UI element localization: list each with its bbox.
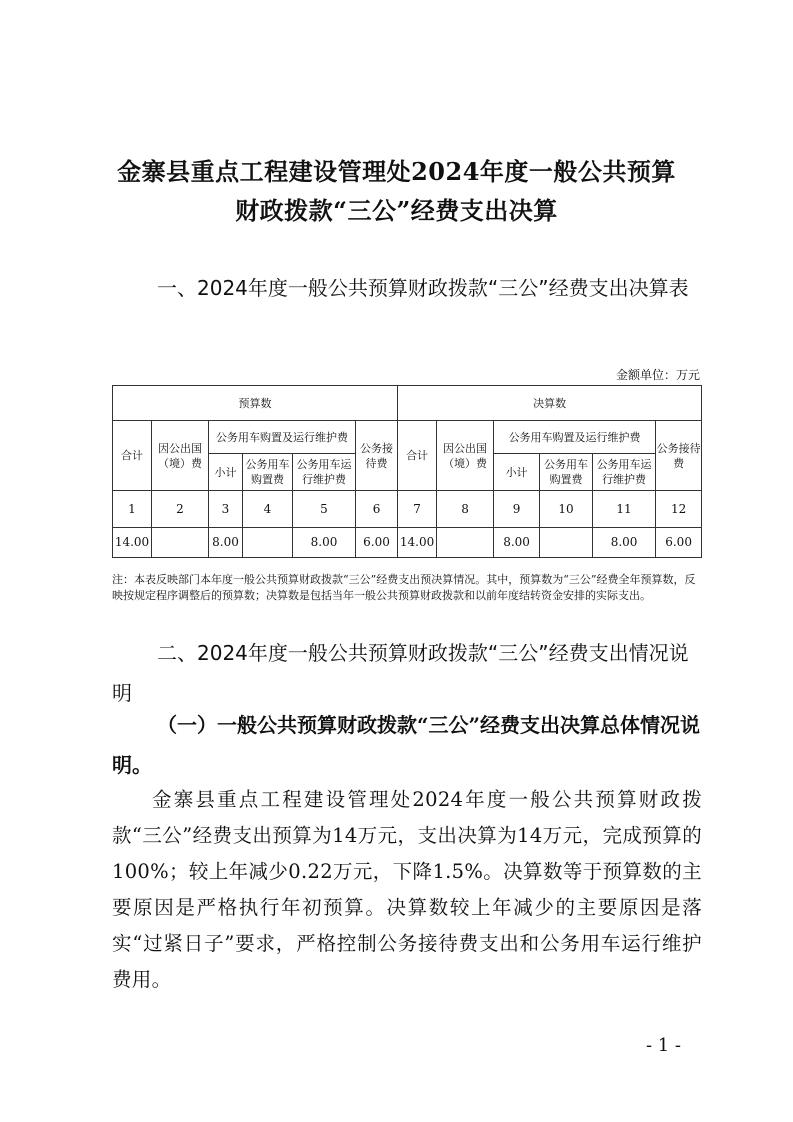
value-row <box>113 528 702 558</box>
final-vehicle-operation-value: 8.00 <box>593 528 656 558</box>
budget-abroad-header: 因公出国（境）费 <box>152 421 209 491</box>
final-reception-header: 公务接待费 <box>656 421 702 491</box>
body-paragraph: 金寨县重点工程建设管理处2024年度一般公共预算财政拨款“三公”经费支出预算为14万元，支出决算为14万元，完成预算的100%；较上年减少0.22万元，下降1.5%。决算数等于预算数的主要原因是严格执行年初预算。决算数较上年减少的主要原因是落实“过紧日子”要求，严格控制公务接待费支出和公务用车运行维护费用。 <box>112 788 702 991</box>
amount-unit-label: 金额单位：万元 <box>615 368 700 382</box>
budget-vehicle-group-header: 公务用车购置及运行维护费 <box>209 421 356 454</box>
column-number: 10 <box>540 491 593 528</box>
budget-vehicle-operation-value: 8.00 <box>293 528 356 558</box>
column-number: 12 <box>656 491 702 528</box>
document-title-line2: 财政拨款“三公”经费支出决算 <box>235 196 558 225</box>
budget-group-header: 预算数 <box>113 386 398 421</box>
budget-vehicle-subtotal-value: 8.00 <box>209 528 243 558</box>
budget-vehicle-purchase-value <box>243 528 293 558</box>
final-total-header: 合计 <box>398 421 437 491</box>
final-vehicle-group-header: 公务用车购置及运行维护费 <box>494 421 656 454</box>
budget-subtotal-header: 小计 <box>209 454 243 491</box>
column-number: 6 <box>356 491 398 528</box>
budget-reception-value: 6.00 <box>356 528 398 558</box>
final-subtotal-header: 小计 <box>494 454 540 491</box>
column-number: 9 <box>494 491 540 528</box>
final-reception-value: 6.00 <box>656 528 702 558</box>
column-number: 1 <box>113 491 152 528</box>
budget-reception-header: 公务接待费 <box>356 421 398 491</box>
budget-total-value: 14.00 <box>113 528 152 558</box>
column-number-row <box>113 491 702 528</box>
final-vehicle-purchase-header: 公务用车购置费 <box>540 454 593 491</box>
final-abroad-header: 因公出国（境）费 <box>437 421 494 491</box>
budget-vehicle-operation-header: 公务用车运行维护费 <box>293 454 356 491</box>
budget-vehicle-purchase-header: 公务用车购置费 <box>243 454 293 491</box>
section2-heading: 二、2024年度一般公共预算财政拨款“三公”经费支出情况说明 <box>112 641 689 705</box>
column-number: 4 <box>243 491 293 528</box>
column-number: 5 <box>293 491 356 528</box>
section1-heading: 一、2024年度一般公共预算财政拨款“三公”经费支出决算表 <box>157 276 689 300</box>
column-number: 8 <box>437 491 494 528</box>
table-note: 注：本表反映部门本年度一般公共预算财政拨款“三公”经费支出预决算情况。其中，预算数为“三公”经费全年预算数，反映按规定程序调整后的预算数；决算数是包括当年一般公共预算财政拨款和以前年度结转资金安排的实际支出。 <box>112 573 696 602</box>
column-number: 7 <box>398 491 437 528</box>
subsection1-heading: （一）一般公共预算财政拨款“三公”经费支出决算总体情况说明。 <box>112 713 701 777</box>
final-abroad-value <box>437 528 494 558</box>
final-vehicle-operation-header: 公务用车运行维护费 <box>593 454 656 491</box>
column-number: 3 <box>209 491 243 528</box>
document-title-line1: 金寨县重点工程建设管理处2024年度一般公共预算 <box>117 157 676 186</box>
budget-abroad-value <box>152 528 209 558</box>
final-group-header: 决算数 <box>398 386 702 421</box>
page-number: - 1 - <box>645 1035 681 1056</box>
column-number: 11 <box>593 491 656 528</box>
column-number: 2 <box>152 491 209 528</box>
three-public-expenses-table <box>112 385 702 558</box>
final-total-value: 14.00 <box>398 528 437 558</box>
budget-total-header: 合计 <box>113 421 152 491</box>
final-vehicle-subtotal-value: 8.00 <box>494 528 540 558</box>
final-vehicle-purchase-value <box>540 528 593 558</box>
